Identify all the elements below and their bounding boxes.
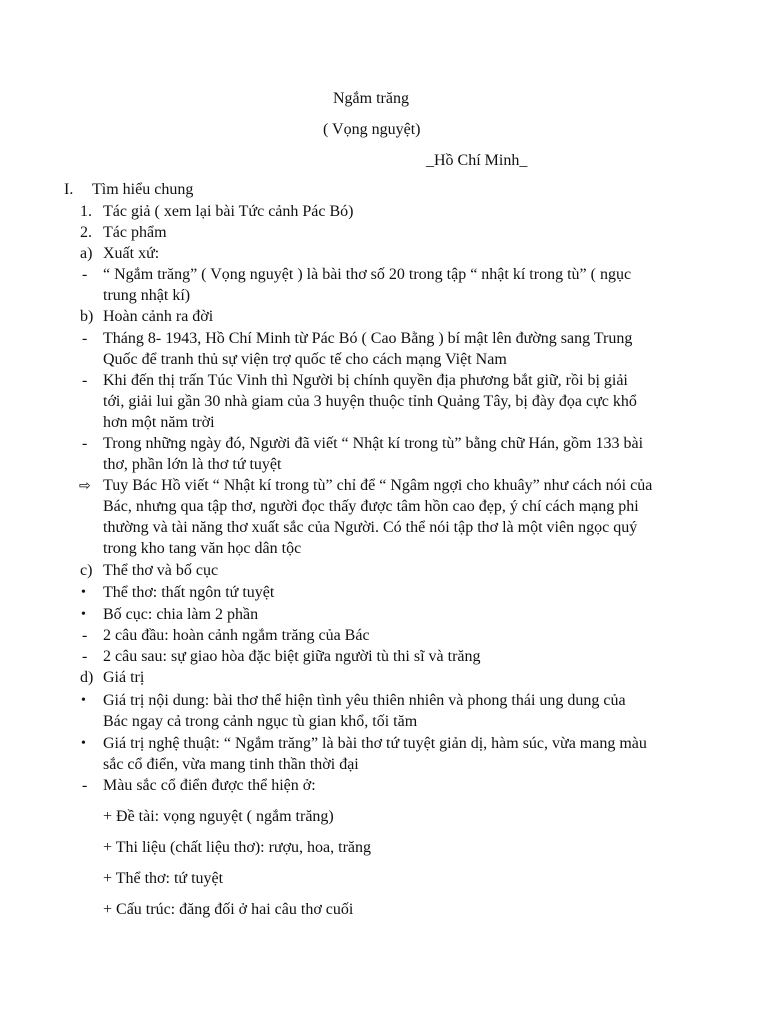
paragraph-line: Giá trị nội dung: bài thơ thể hiện tình yêu thiên nhiên và phong thái ung dung của bbox=[103, 692, 626, 709]
list-item: Tác phẩm bbox=[103, 224, 167, 241]
dash-marker: - bbox=[82, 266, 88, 283]
list-item: Giá trị bbox=[103, 669, 145, 686]
list-item: Bố cục: chia làm 2 phần bbox=[103, 606, 259, 623]
list-item: Xuất xứ: bbox=[103, 245, 160, 262]
list-item: Màu sắc cổ điển được thể hiện ở: bbox=[103, 777, 316, 794]
list-letter: a) bbox=[80, 245, 93, 262]
paragraph-line: Khi đến thị trấn Túc Vinh thì Người bị chính quyền địa phương bắt giữ, rồi bị giải bbox=[103, 372, 628, 389]
list-letter: b) bbox=[80, 308, 94, 325]
list-number: 1. bbox=[80, 203, 92, 220]
dash-marker: - bbox=[82, 627, 88, 644]
list-number: 2. bbox=[80, 224, 92, 241]
paragraph-line: trung nhật kí) bbox=[103, 287, 191, 304]
sub-item: + Đề tài: vọng nguyệt ( ngắm trăng) bbox=[103, 808, 334, 825]
section-numeral: I. bbox=[64, 181, 74, 198]
dash-marker: - bbox=[82, 435, 88, 452]
list-item: 2 câu đầu: hoàn cảnh ngắm trăng của Bác bbox=[103, 627, 370, 644]
paragraph-line: Tuy Bác Hồ viết “ Nhật kí trong tù” chỉ để “ Ngâm ngợi cho khuây” như cách nói của bbox=[103, 477, 653, 494]
paragraph-line: trong kho tang văn học dân tộc bbox=[103, 540, 302, 557]
paragraph-line: Bác, nhưng qua tập thơ, người đọc thấy được tâm hồn cao đẹp, ý chí cách mạng phi bbox=[103, 498, 639, 515]
bullet-icon: • bbox=[81, 585, 86, 600]
paragraph-line: thường và tài năng thơ xuất sắc của Người. Có thể nói tập thơ là một viên ngọc quý bbox=[103, 519, 638, 536]
paragraph-line: hơn một năm trời bbox=[103, 414, 215, 431]
paragraph-line: Tháng 8- 1943, Hồ Chí Minh từ Pác Bó ( Cao Bằng ) bí mật lên đường sang Trung bbox=[103, 330, 633, 347]
list-letter: c) bbox=[80, 562, 93, 579]
section-heading: Tìm hiểu chung bbox=[92, 181, 194, 198]
paragraph-line: Trong những ngày đó, Người đã viết “ Nhật kí trong tù” bằng chữ Hán, gồm 133 bài bbox=[103, 435, 644, 452]
list-item: Thể thơ: thất ngôn tứ tuyệt bbox=[103, 584, 275, 601]
bullet-icon: • bbox=[81, 607, 86, 622]
sub-item: + Cấu trúc: đăng đối ở hai câu thơ cuối bbox=[103, 901, 354, 918]
list-item: 2 câu sau: sự giao hòa đặc biệt giữa người tù thi sĩ và trăng bbox=[103, 648, 481, 665]
author-name: _Hồ Chí Minh_ bbox=[426, 152, 528, 169]
poem-title: Ngắm trăng bbox=[333, 90, 409, 107]
paragraph-line: thơ, phần lớn là thơ tứ tuyệt bbox=[103, 456, 282, 473]
bullet-icon: • bbox=[81, 693, 86, 708]
dash-marker: - bbox=[82, 372, 88, 389]
list-letter: d) bbox=[80, 669, 94, 686]
paragraph-line: sắc cổ điển, vừa mang tinh thần thời đại bbox=[103, 756, 359, 773]
list-item: Hoàn cảnh ra đời bbox=[103, 308, 214, 325]
arrow-right-icon: ⇨ bbox=[79, 478, 91, 494]
paragraph-line: Quốc để tranh thủ sự viện trợ quốc tế cho cách mạng Việt Nam bbox=[103, 351, 507, 368]
paragraph-line: Giá trị nghệ thuật: “ Ngắm trăng” là bài thơ tứ tuyệt giản dị, hàm súc, vừa mang màu bbox=[103, 735, 647, 752]
bullet-icon: • bbox=[81, 736, 86, 751]
paragraph-line: tới, giải lui gần 30 nhà giam của 3 huyện thuộc tỉnh Quảng Tây, bị đày đọa cực khổ bbox=[103, 393, 637, 410]
dash-marker: - bbox=[82, 777, 88, 794]
paragraph-line: “ Ngắm trăng” ( Vọng nguyệt ) là bài thơ số 20 trong tập “ nhật kí trong tù” ( ngục bbox=[103, 266, 632, 283]
dash-marker: - bbox=[82, 648, 88, 665]
list-item: Thể thơ và bố cục bbox=[103, 562, 219, 579]
poem-subtitle: ( Vọng nguyệt) bbox=[323, 121, 421, 138]
list-item: Tác giả ( xem lại bài Tức cảnh Pác Bó) bbox=[103, 203, 354, 220]
dash-marker: - bbox=[82, 330, 88, 347]
sub-item: + Thi liệu (chất liệu thơ): rượu, hoa, trăng bbox=[103, 839, 372, 856]
sub-item: + Thể thơ: tứ tuyệt bbox=[103, 870, 224, 887]
paragraph-line: Bác ngay cả trong cảnh ngục tù gian khổ, tối tăm bbox=[103, 713, 418, 730]
